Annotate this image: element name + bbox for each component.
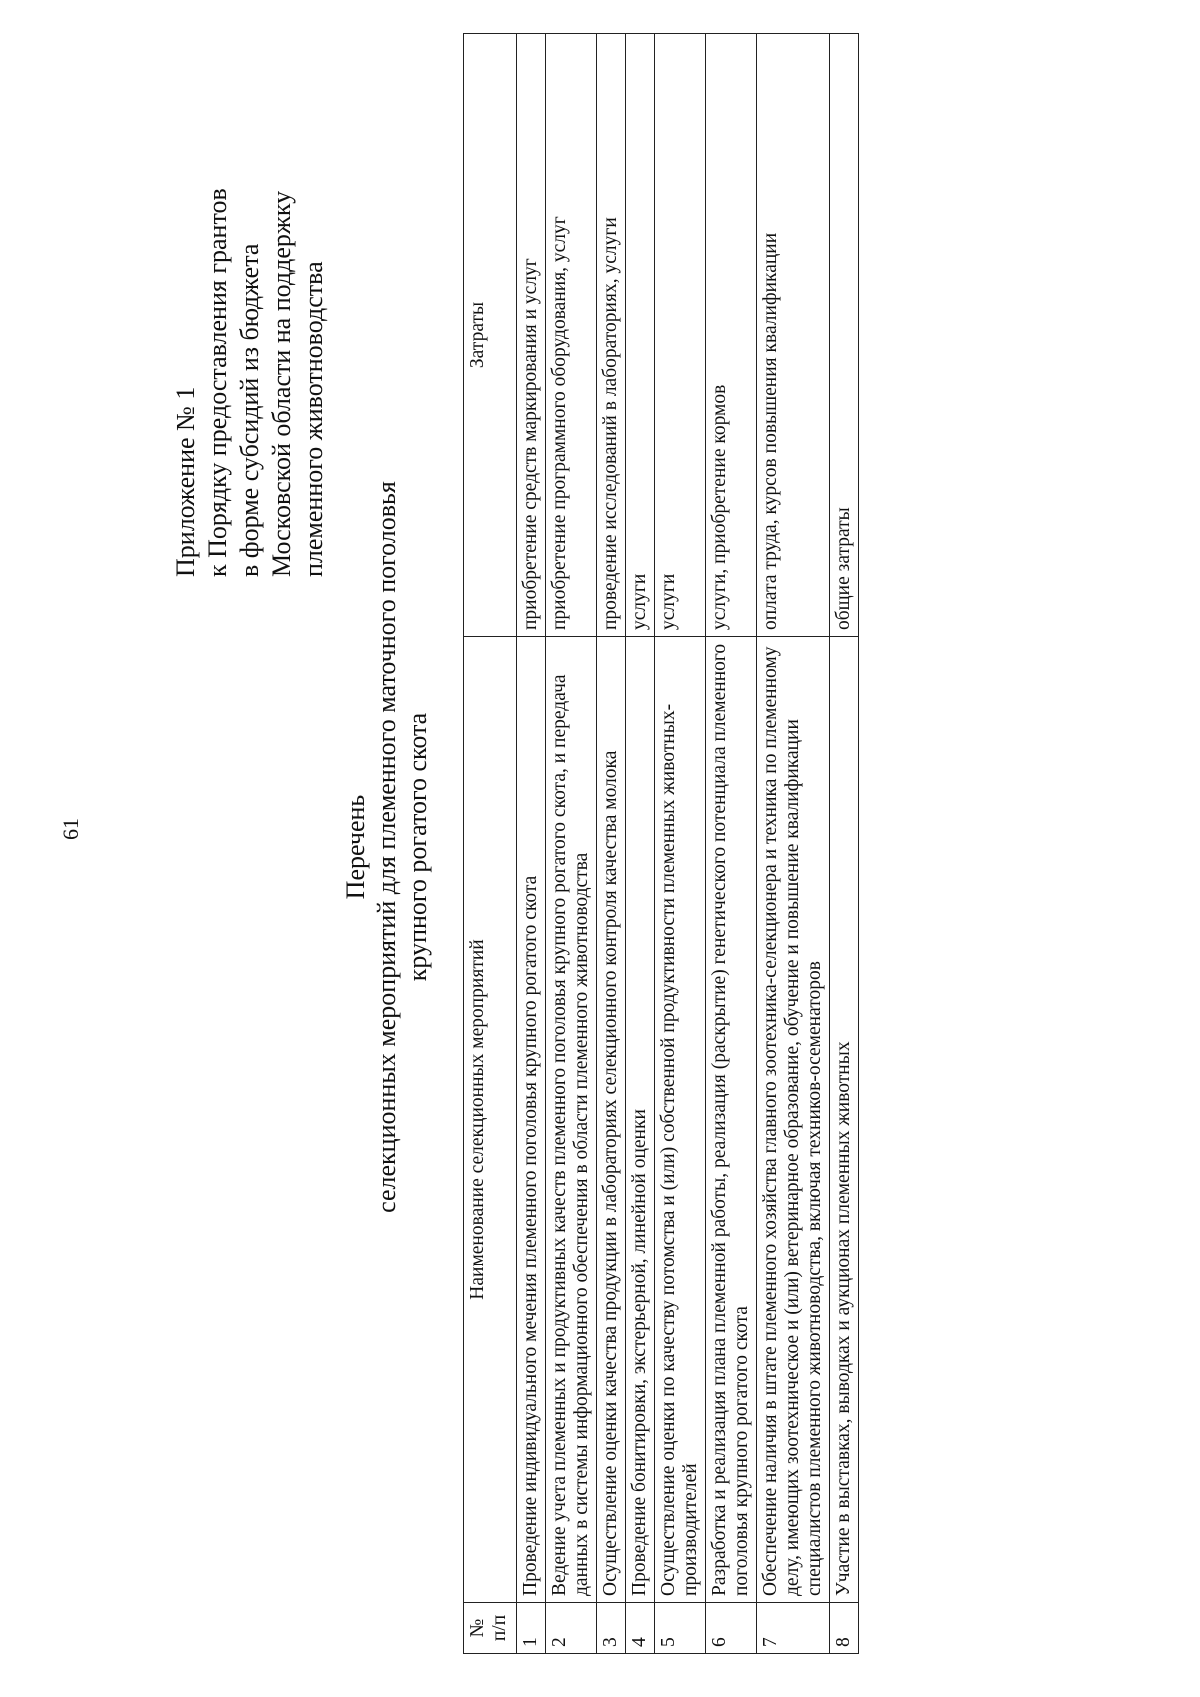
page-number: 61 (58, 818, 83, 840)
table-row (517, 34, 546, 1654)
table-row (655, 34, 706, 1654)
appendix-line: Московской области на поддержку (267, 190, 296, 577)
row-costs: оплата труда, курсов повышения квалификации (757, 34, 830, 637)
row-name: Ведение учета племенных и продуктивных качеств племенного поголовья крупного рогатого скота, и передача данных в системы информационного обеспечения в области племенного животноводства (546, 637, 597, 1603)
row-costs: приобретение средств маркирования и услуг (517, 34, 546, 637)
row-num: 3 (597, 1603, 626, 1654)
row-name: Участие в выставках, выводках и аукционах племенных животных (830, 637, 859, 1603)
row-num: 6 (706, 1603, 757, 1654)
row-name: Осуществление оценки качества продукции в лабораториях селекционного контроля качества молока (597, 637, 626, 1603)
row-num: 8 (830, 1603, 859, 1654)
header-costs: Затраты (464, 34, 517, 637)
appendix-line: племенного животноводства (299, 261, 328, 577)
table-row (706, 34, 757, 1654)
row-costs: проведение исследований в лабораториях, услуги (597, 34, 626, 637)
table-row (830, 34, 859, 1654)
table-header-row (464, 34, 517, 1654)
row-num: 1 (517, 1603, 546, 1654)
header-num: № п/п (464, 1603, 517, 1654)
header-name: Наименование селекционных мероприятий (464, 637, 517, 1603)
title-line: крупного рогатого скота (403, 712, 432, 982)
table-row (626, 34, 655, 1654)
appendix-line: Приложение № 1 (171, 386, 200, 577)
title-line: Перечень (341, 794, 370, 900)
table-row (757, 34, 830, 1654)
row-num: 2 (546, 1603, 597, 1654)
activities-table (463, 33, 859, 1654)
row-num: 5 (655, 1603, 706, 1654)
row-costs: услуги, приобретение кормов (706, 34, 757, 637)
table-row (546, 34, 597, 1654)
appendix-line: в форме субсидий из бюджета (235, 243, 264, 577)
row-name: Осуществление оценки по качеству потомства и (или) собственной продуктивности племенных животных-производителей (655, 637, 706, 1603)
row-costs: услуги (655, 34, 706, 637)
row-costs: приобретение программного оборудования, услуг (546, 34, 597, 637)
table-row (597, 34, 626, 1654)
appendix-note (170, 17, 330, 577)
row-name: Проведение индивидуального мечения племенного поголовья крупного рогатого скота (517, 637, 546, 1603)
row-num: 4 (626, 1603, 655, 1654)
row-num: 7 (757, 1603, 830, 1654)
row-costs: услуги (626, 34, 655, 637)
appendix-line: к Порядку предоставления грантов (203, 188, 232, 577)
row-name: Проведение бонитировки, экстерьерной, линейной оценки (626, 637, 655, 1603)
title-line: селекционных мероприятий для племенного маточного поголовья (372, 481, 401, 1213)
row-costs: общие затраты (830, 34, 859, 637)
document-title (340, 297, 433, 1397)
row-name: Разработка и реализация плана племенной работы, реализация (раскрытие) генетического потенциала племенного поголовья крупного рогатого скота (706, 637, 757, 1603)
row-name: Обеспечение наличия в штате племенного хозяйства главного зоотехника-селекционера и техника по племенному делу, имеющих зоотехническое и (или) ветеринарное образование, обучение и повышение квалификации специалистов племенного животноводства, включая техников-осеменаторов (757, 637, 830, 1603)
